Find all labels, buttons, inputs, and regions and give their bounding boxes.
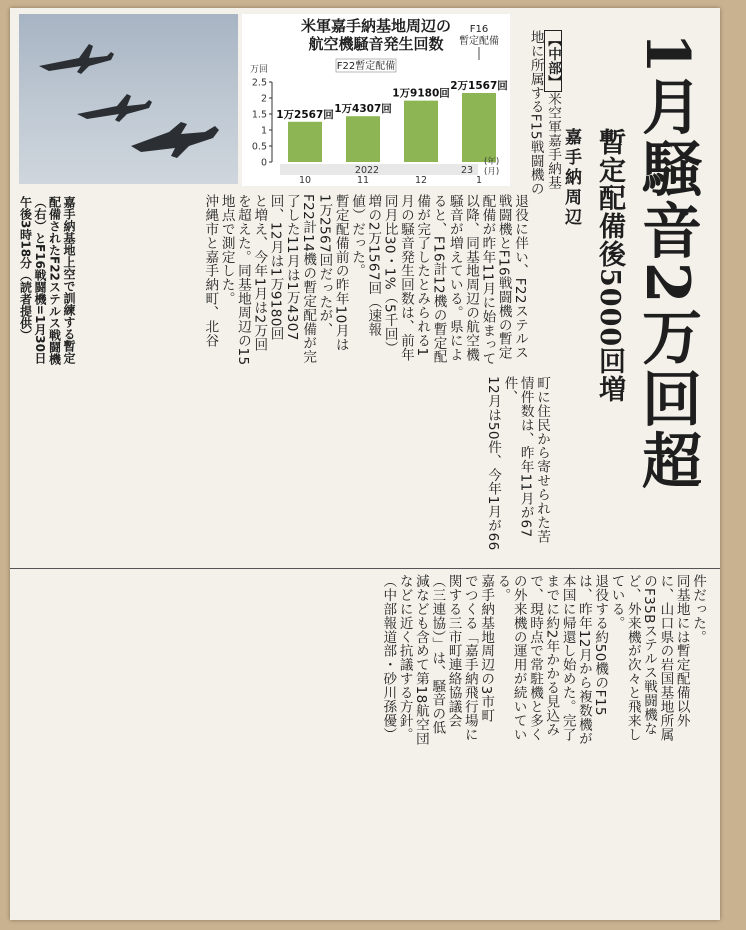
body-line: のF35Bステルス戦闘機な (641, 574, 658, 736)
body-line: 関する三市町連絡協議会 (445, 574, 462, 728)
body-line: 本国に帰還し始めた。完了 (559, 574, 576, 742)
y-unit-label: 万回 (250, 65, 269, 75)
body-line: 1万2567回だったが、 (316, 194, 333, 337)
body-line: 暫定配備前の昨年10月は (332, 194, 349, 352)
body-line: 地に所属するF15戦闘機の (527, 30, 544, 196)
x-tick-label: 12 (414, 175, 428, 186)
body-line: ると、F16計12機の暫定配 (430, 194, 447, 364)
body-line: F22計14機の暫定配備が完 (300, 194, 317, 364)
body-line: 町に住民から寄せられた苦 (534, 376, 550, 544)
x-unit-label: (年) (484, 157, 500, 167)
bar-10 (288, 122, 322, 162)
body-line: までに約2年かかる見込み (543, 574, 560, 737)
chart-title-line: 航空機騒音発生回数 (308, 35, 444, 53)
x-tick-label: 10 (298, 175, 312, 186)
body-line: ど、外来機が次々と飛来し (624, 574, 641, 742)
body-line: 嘉手納基地周辺の3市町 (478, 574, 495, 723)
chart-title (242, 17, 510, 53)
body-line: に、山口県の岩国基地所属 (657, 574, 674, 742)
body-line: 回、12月は1万9180回 (267, 194, 284, 341)
body-line: 情件数は、昨年11月が67件、 (501, 376, 534, 538)
body-line: 騒音が増えている。県によ (446, 194, 463, 362)
body-line: の外来機の運用が続いてい (510, 574, 527, 742)
x-tick-label: 1 (475, 175, 483, 186)
body-line: 増の2万1567回（速報 (365, 194, 382, 337)
bar-value-label: 1万2567回 (276, 108, 334, 121)
x-tick-label: 11 (356, 175, 370, 186)
fighter-jets-photo (19, 14, 238, 184)
body-line: 退役に伴い、F22ステルス (512, 194, 528, 360)
kicker: 嘉手納周辺 (561, 128, 581, 228)
article-body-lower (380, 574, 706, 910)
bar-value-label: 2万1567回 (450, 79, 508, 92)
body-line: 戦闘機とF16戦闘機の暫定 (495, 194, 512, 360)
body-line: 減なども含めて第18航空団 (412, 574, 429, 746)
body-line: 件だった。 (690, 574, 706, 644)
body-line: 12月は50件、今年1月が66 (485, 376, 502, 551)
body-line: は、昨年12月から複数機が (575, 574, 592, 746)
body-line: （三連協）」は、騒音の低 (429, 574, 446, 735)
annotation-f22: F22暫定配備 (336, 61, 396, 72)
body-line: 配備が昨年11月に始まって (479, 194, 496, 366)
y-tick-label: 2 (260, 93, 267, 105)
body-line: 地点で測定した。 (218, 194, 235, 306)
body-line: 同基地には暫定配備以外 (673, 574, 690, 728)
y-tick-label: 1 (260, 125, 267, 137)
section-rule (10, 568, 720, 569)
y-tick-label: 2.5 (251, 77, 267, 89)
body-line: ている。 (608, 574, 625, 630)
caption-line: 嘉手納基地上空で訓練する暫定 (62, 196, 76, 364)
body-line: を超えた。同基地周辺の15 (234, 194, 251, 366)
dateline-tag: 【中部】 (544, 30, 562, 92)
x-unit-label: (月) (484, 167, 500, 177)
annotation-f16: 暫定配備 (459, 36, 499, 47)
body-line: などに近く抗議する方針。 (396, 574, 413, 742)
body-line: 備が完了したとみられる1 (414, 194, 431, 357)
body-line: で、現時点で常駐機と多く (527, 574, 544, 742)
bar-value-label: 1万9180回 (392, 87, 450, 100)
body-line: と増え、今年1月は2万回 (251, 194, 268, 352)
body-line: 以降、同基地周辺の航空機 (463, 194, 480, 362)
body-line: （中部報道部・砂川孫優） (380, 574, 397, 742)
fighter-jets-illustration (19, 14, 238, 184)
year-label-2022: 2022 (354, 165, 380, 176)
body-line: 値）だった。 (349, 194, 366, 278)
caption-line: （右）とF16戦闘機=1月30日 (33, 196, 47, 364)
body-line: 同月比30・1%（5千回） (381, 194, 398, 355)
bar-1 (462, 93, 496, 162)
body-line: 了した11月は1万4307 (283, 194, 300, 341)
y-tick-label: 0.5 (251, 141, 267, 153)
y-tick-label: 0 (260, 157, 267, 169)
body-line: 米空軍嘉手納基 (545, 91, 561, 190)
article-body-upper-2 (202, 194, 528, 562)
annotation-f16: F16 (469, 24, 489, 35)
subheadline: 暫定配備後5000回増 (594, 128, 625, 404)
caption-line: 配備されたF22ステルス戦闘機 (47, 196, 62, 365)
body-line: でつくる「嘉手納飛行場に (461, 574, 478, 742)
bar-value-label: 1万4307回 (334, 103, 392, 116)
body-line: 退役する約50機のF15 (592, 574, 609, 716)
body-line: 月の騒音発生回数は、前年 (397, 194, 414, 362)
headline: 1月騒音2万回超 (632, 32, 702, 492)
body-line: 沖縄市と嘉手納町、北谷 (202, 194, 219, 348)
year-label-23: 23 (460, 165, 474, 176)
bar-12 (404, 101, 438, 162)
body-line: る。 (494, 574, 511, 602)
chart-title-line: 米軍嘉手納基地周辺の (300, 17, 451, 35)
y-tick-label: 1.5 (251, 109, 267, 121)
newspaper-clipping (10, 8, 720, 920)
caption-text (18, 196, 76, 378)
article-body-upper-4 (485, 376, 550, 562)
noise-chart (242, 14, 510, 186)
bar-11 (346, 116, 380, 162)
caption-line: 午後3時18分（読者提供） (18, 196, 33, 342)
photo-caption (18, 196, 76, 378)
